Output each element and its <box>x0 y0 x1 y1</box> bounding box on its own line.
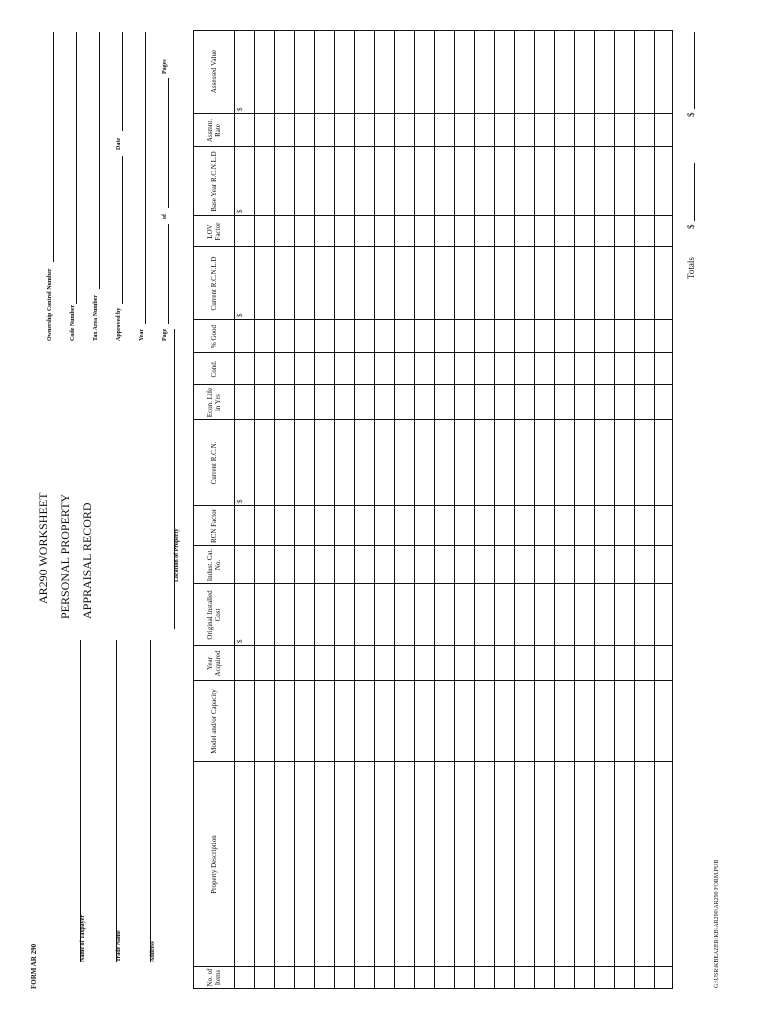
appraisal-table <box>193 30 673 989</box>
column-divider <box>194 352 672 353</box>
of-label: of <box>162 214 168 219</box>
col-header-description: Property Description <box>210 835 218 894</box>
col-header-current-rcnld: Current R.C.N.L.D <box>210 256 218 311</box>
col-header-assessed-value: Assessed Value <box>210 49 218 94</box>
totals-label: Totals <box>686 257 696 279</box>
table-row[interactable] <box>574 31 575 988</box>
table-row[interactable] <box>414 31 415 988</box>
col-header-indust-cat: Indust. Cat. No. <box>206 548 222 582</box>
address-label: Address <box>150 941 156 962</box>
table-row[interactable] <box>334 31 335 988</box>
location-field[interactable] <box>174 329 175 629</box>
dollar-sign: $ <box>686 112 696 117</box>
dollar-sign: $ <box>236 499 244 503</box>
dollar-sign: $ <box>236 313 244 317</box>
year-field[interactable] <box>145 32 146 324</box>
code-number-label: Code Number <box>70 304 76 341</box>
col-header-assmnt-rate: Assmnt. Rate <box>206 118 222 143</box>
col-header-base-year: Base Year R.C.N.L.D <box>210 151 218 212</box>
dollar-sign: $ <box>236 107 244 111</box>
code-number-field[interactable] <box>76 32 77 304</box>
table-row[interactable] <box>494 31 495 988</box>
address-field[interactable] <box>150 640 151 962</box>
table-row[interactable] <box>274 31 275 988</box>
tax-area-label: Tax Area Number <box>93 294 99 341</box>
dollar-sign: $ <box>686 224 696 229</box>
column-divider <box>194 113 672 114</box>
col-header-rcn-factor: RCN Factor <box>210 508 218 544</box>
col-header-model: Model and/or Capacity <box>210 689 218 754</box>
title-line-1: AR290 WORKSHEET <box>36 492 50 604</box>
table-row[interactable] <box>554 31 555 988</box>
column-divider <box>194 680 672 681</box>
col-header-cond: Cond. <box>210 360 218 378</box>
table-row[interactable] <box>474 31 475 988</box>
table-row[interactable] <box>294 31 295 988</box>
ownership-control-label: Ownership Control Number <box>47 268 53 341</box>
title-line-2: PERSONAL PROPERTY <box>58 493 72 619</box>
date-label: Date <box>116 138 122 150</box>
table-row[interactable] <box>614 31 615 988</box>
taxpayer-name-label: Name of Taxpayer <box>80 915 86 962</box>
approved-by-field[interactable] <box>122 156 123 304</box>
trade-name-field[interactable] <box>116 640 117 962</box>
date-field[interactable] <box>122 32 123 131</box>
column-divider <box>194 146 672 147</box>
approved-by-label: Approved by <box>116 307 122 341</box>
table-row[interactable] <box>534 31 535 988</box>
dollar-sign: $ <box>236 209 244 213</box>
table-row[interactable] <box>634 31 635 988</box>
column-divider <box>194 419 672 420</box>
location-label: Location of Property <box>174 528 180 582</box>
table-row[interactable] <box>314 31 315 988</box>
col-header-pct-good: % Good <box>210 324 218 349</box>
col-header-lov-factor: LOV Factor <box>206 222 222 241</box>
title-line-3: APPRAISAL RECORD <box>80 502 94 619</box>
column-divider <box>194 645 672 646</box>
dollar-sign: $ <box>236 639 244 643</box>
col-header-items: No. of Items <box>206 968 222 987</box>
column-divider <box>194 384 672 385</box>
table-row[interactable] <box>434 31 435 988</box>
page-field[interactable] <box>168 224 169 324</box>
column-divider <box>194 966 672 967</box>
table-row[interactable] <box>594 31 595 988</box>
column-divider <box>194 246 672 247</box>
total-pages-field[interactable] <box>168 78 169 208</box>
column-divider <box>194 583 672 584</box>
column-divider <box>194 545 672 546</box>
column-divider <box>194 319 672 320</box>
col-header-econ-life: Econ. Life in Yrs <box>206 387 222 418</box>
footer-path: G:\USR\KBEAZER\KB\AR290\AR290 FORM.PUB <box>714 859 720 988</box>
column-divider <box>194 215 672 216</box>
col-header-year-acquired: Year Acquired <box>206 650 222 677</box>
column-divider <box>194 505 672 506</box>
pages-label: Pages <box>162 59 168 74</box>
table-row[interactable] <box>254 31 255 988</box>
total-base-year-field[interactable] <box>694 163 695 221</box>
table-row[interactable] <box>234 31 235 988</box>
table-row[interactable] <box>654 31 655 988</box>
table-row[interactable] <box>454 31 455 988</box>
form-id: FORM AR 290 <box>30 943 38 989</box>
table-row[interactable] <box>514 31 515 988</box>
tax-area-field[interactable] <box>99 32 100 289</box>
total-assessed-value-field[interactable] <box>694 32 695 109</box>
col-header-original-cost: Original Installed Cost <box>206 590 222 640</box>
table-row[interactable] <box>354 31 355 988</box>
trade-name-label: Trade Name <box>116 930 122 962</box>
year-label: Year <box>139 329 145 341</box>
page-label: Page <box>162 328 168 341</box>
ownership-control-field[interactable] <box>53 32 54 262</box>
col-header-current-rcn: Current R.C.N. <box>210 441 218 485</box>
column-divider <box>194 761 672 762</box>
table-row[interactable] <box>394 31 395 988</box>
taxpayer-name-field[interactable] <box>80 640 81 962</box>
table-row[interactable] <box>374 31 375 988</box>
